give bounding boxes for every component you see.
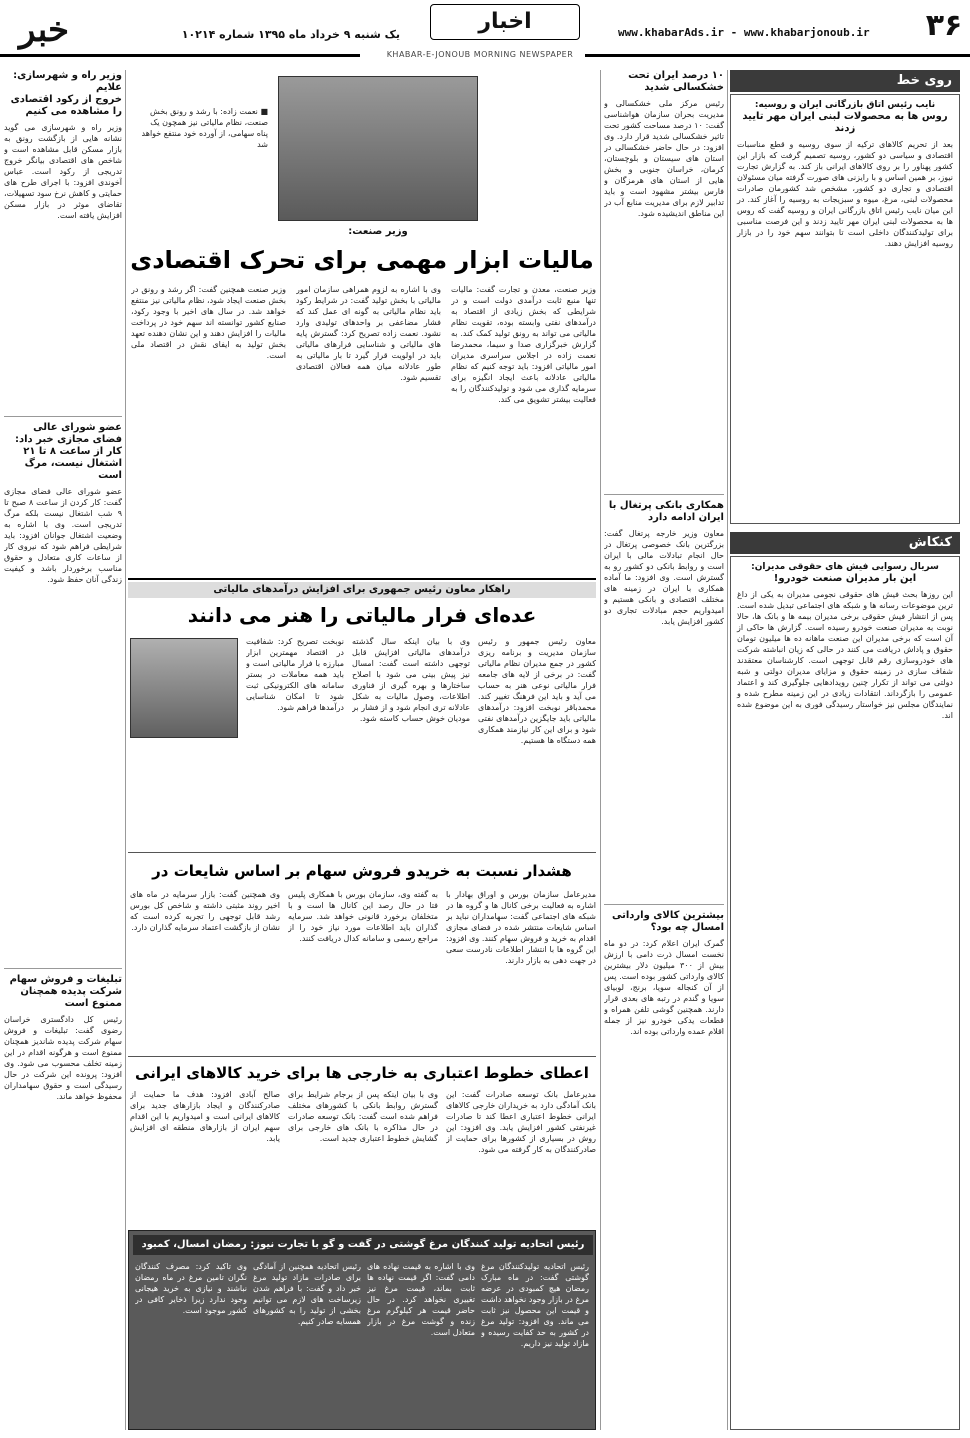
credit-body-col1: مدیرعامل بانک توسعه صادرات گفت: این بانک آمادگی دارد به خریداران خارجی کالاهای ایرانی خطوط اعتباری اعطا کند تا صادرات غیرنفتی کشور افزایش یابد. وی افزود: این روش در بسیاری از کشورها برای حمایت از صادرکنندگان به کار گرفته می شود. [446, 1090, 596, 1154]
rooye-khat-label: روی خط [730, 70, 960, 92]
poultry-body-col3: رئیس اتحادیه همچنین از آمادگی برای صادرات مازاد تولید مرغ خبر داد و گفت: با فراهم شدن زیرساخت های لازم می توانیم بخشی از تولید را به کشورهای همسایه صادر کنیم. [253, 1262, 361, 1326]
issue-date: یک شنبه ۹ خرداد ماه ۱۳۹۵ شماره ۱۰۲۱۴ [181, 28, 400, 41]
divider [604, 904, 724, 905]
tax-photo [130, 638, 238, 738]
article-body: عضو شورای عالی فضای مجازی گفت: کار کردن از ساعت ۸ صبح تا ۹ شب اشتغال نیست بلکه مرگ تدریجی است. وی با اشاره به وضعیت اشتغال جوانان افزود: باید شرایطی فراهم شود که نیروی کار از ساعات کاری متعادل و حقوق مناسب برخوردار باشد و کیفیت زندگی آنان حفظ شود. [4, 487, 122, 584]
left-column [4, 70, 122, 1430]
credit-body-col3: صالح آبادی افزود: هدف ما حمایت از صادرکنندگان و ایجاد بازارهای جدید برای کالاهای ایرانی است و امیدواریم با این اقدام سهم ایران از بازارهای منطقه ای افزایش یابد. [130, 1090, 280, 1143]
column-divider [600, 70, 601, 1430]
section-title: اخبار [430, 4, 580, 40]
tax-body-col2: وی با بیان اینکه سال گذشته درآمدهای مالیاتی افزایش قابل توجهی داشته است گفت: امسال نیز پیش بینی می شود با اصلاح ساختارها و بهره گیری از فناوری اطلاعات، وصول مالیات به شکل عادلانه تری انجام شود و از فشار بر مودیان خوش حساب کاسته شود. [352, 637, 470, 723]
tax-kicker: راهکار معاون رئیس جمهوری برای افزایش درآمدهای مالیاتی [128, 582, 596, 598]
credit-body-col2: وی با بیان اینکه پس از برجام شرایط برای گسترش روابط بانکی با کشورهای مختلف فراهم شده است گفت: بانک توسعه صادرات در حال مذاکره با بانک های خارجی برای گشایش خطوط اعتباری جدید است. [288, 1090, 438, 1143]
second-column [604, 70, 724, 1430]
article-title: ۱۰ درصد ایران تحت خشکسالی شدید [628, 70, 724, 93]
lead-body-col1: وزیر صنعت، معدن و تجارت گفت: مالیات تنها منبع ثابت درآمدی دولت است و در شرایطی که بخش زیادی از اقتصاد به درآمدهای نفتی وابسته بوده، تقویت نظام مالیاتی می تواند به رونق تولید کمک کند. به گزارش خبرگزاری صدا و سیما، محمدرضا نعمت زاده در اجلاس سراسری مدیران امور مالیاتی افزود: باید توجه کنیم که نظام مالیاتی عادلانه باعث ایجاد انگیزه برای سرمایه گذاری می شود و تولیدکنندگان را به فعالیت بیشتر تشویق می کند. [451, 285, 596, 404]
poultry-article [128, 1230, 596, 1430]
column-divider [125, 70, 126, 1430]
lead-photo-caption: ■ نعمت زاده: با رشد و رونق بخش صنعت، نظام مالیاتی نیز همچون یک پناه سهامی، از آورده خود منتفع خواهد شد [141, 107, 268, 149]
article-body: این روزها بحث فیش های حقوقی نجومی مدیران به یکی از داغ ترین موضوعات رسانه ها و شبکه های اجتماعی تبدیل شده است. پس از انتشار فیش حقوقی برخی مدیران بیمه ها و بانک ها، حالا نوبت به مدیران صنعت خودرو رسیده است. گزارش ها حاکی از آن است که برخی مدیران این صنعت ماهانه ده ها میلیون تومان حقوق و پاداش دریافت می کنند در حالی که زیان انباشته شرکت های خودروسازی رقم قابل توجهی است. کارشناسان معتقدند شفاف سازی در زمینه حقوق و مزایای مدیران دولتی و شبه دولتی می تواند از تکرار چنین رویدادهایی جلوگیری کند و اعتماد عمومی را بازگرداند. انتقادات زیادی در این زمینه مطرح شده و نمایندگان مجلس نیز خواستار رسیدگی فوری به این موضوع شده اند. [737, 590, 953, 720]
article-body: رئیس مرکز ملی خشکسالی و مدیریت بحران سازمان هواشناسی گفت: ۱۰ درصد مساحت کشور تحت تاثیر خشکسالی شدید قرار دارد. وی افزود: در حال حاضر خشکسالی در استان های سیستان و بلوچستان، کرمان، خراسان جنوبی و بخش هایی از استان های هرمزگان و فارس بیشتر مشهود است و باید تدابیر لازم برای مدیریت منابع آب در این مناطق اندیشیده شود. [604, 99, 724, 218]
kankash-label: کنکاش [730, 532, 960, 554]
lead-headline: مالیات ابزار مهمی برای تحرک اقتصادی [130, 246, 594, 274]
article-russia-dairy [730, 94, 960, 524]
tax-headline: عده‌ای فرار مالیاتی را هنر می دانند [187, 603, 537, 627]
article-body: بعد از تحریم کالاهای ترکیه از سوی روسیه و قطع مناسبات اقتصادی و سیاسی دو کشور، روسیه تصمیم گرفت که بازار این کشور پهناور را بر روی کالاهای ایرانی باز کند. به گزارش تجارت نیوز، بر همین اساس و با رایزنی های صورت گرفته میان مسئولان اقتصادی و تجاری دو کشور، مشخص شد کشورمان صادرات محصولات لبنی، مرغ، میوه و سبزیجات به روسیه را آغاز کند. در این میان نایب رئیس اتاق بازرگانی ایران و روسیه گفت که روس ها به محصولات لبنی ایران مهر تایید زدند و این فرصت مناسبی برای تولیدکنندگان داخلی است تا بتوانند سهم خود را در بازار روسیه افزایش دهند. [737, 140, 953, 248]
strip-line-left [0, 54, 360, 57]
stock-body-col1: مدیرعامل سازمان بورس و اوراق بهادار با اشاره به فعالیت برخی کانال ها و گروه ها در شبکه های اجتماعی گفت: سهامداران نباید بر اساس شایعات منتشر شده در فضای مجازی اقدام به خرید و فروش سهام کنند. وی افزود: این گروه ها با انتشار اطلاعات نادرست سعی در جهت دهی به بازار دارند. [446, 890, 596, 965]
article-title: بیشترین کالای وارداتی امسال چه بود؟ [611, 910, 724, 933]
article-housing [4, 70, 122, 410]
article-body: معاون وزیر خارجه پرتغال گفت: بزرگترین بانک خصوصی پرتغال در حال انجام تبادلات مالی با ایران است و روابط بانکی دو کشور رو به گسترش است. وی افزود: ما آماده همکاری با ایران در زمینه های مختلف اقتصادی و بانکی هستیم و امیدواریم حجم مبادلات تجاری دو کشور افزایش یابد. [604, 529, 724, 626]
lead-body-col3: وزیر صنعت همچنین گفت: اگر رشد و رونق در بخش صنعت ایجاد شود، نظام مالیاتی نیز منتفع خواهد شد. در سال های اخیر با وجود رکود، صنایع کشور توانسته اند سهم خود در پرداخت مالیات را افزایش دهند و این نشان دهنده تعهد بخش تولید به ایفای نقش در اقتصاد ملی است. [131, 285, 286, 360]
article-kicker: سریال رسوایی فیش های حقوقی مدیران: [751, 562, 939, 572]
right-column [730, 70, 960, 1430]
stock-body-col2: به گفته وی، سازمان بورس با همکاری پلیس فتا در حال رصد این کانال ها است و با متخلفان برخورد قانونی خواهد شد. سرمایه گذاران باید اطلاعات مورد نیاز خود را از مراجع رسمی و سامانه کدال دریافت کنند. [288, 890, 438, 943]
lead-photo [278, 76, 478, 221]
strip-line-right [585, 54, 970, 57]
lead-body-col2: وی با اشاره به لزوم همراهی سازمان امور مالیاتی با بخش تولید گفت: در شرایط رکود باید نظام مالیاتی به گونه ای عمل کند که فشار مضاعفی بر واحدهای تولیدی وارد نشود. نعمت زاده تصریح کرد: گسترش پایه های مالیاتی و شناسایی فرارهای مالیاتی باید در اولویت قرار گیرد تا بار مالیاتی به طور عادلانه میان همه فعالان اقتصادی تقسیم شود. [296, 285, 441, 382]
masthead-logo: خبر [18, 10, 70, 50]
poultry-body-col2: وی با اشاره به قیمت نهاده های دامی گفت: اگر قیمت نهاده ها ثابت بماند، قیمت مرغ نیز تغییری نخواهد کرد. در حال حاضر قیمت هر کیلوگرم مرغ زنده و گوشت مرغ در بازار متعادل است. [367, 1262, 475, 1337]
article-title: همکاری بانکی پرتغال با ایران ادامه دارد [608, 500, 724, 523]
article-kicker: نایب رئیس اتاق بازرگانی ایران و روسیه: [754, 100, 936, 110]
divider [604, 494, 724, 495]
article-title: خروج از رکود اقتصادی را مشاهده می کنیم [10, 94, 122, 117]
tax-article [128, 578, 596, 848]
masthead [0, 0, 970, 62]
tax-body-col3: نوبخت تصریح کرد: شفافیت در اقتصاد مهمترین ابزار مبارزه با فرار مالیاتی است و باید همه معاملات در بستر سامانه های الکترونیکی ثبت شود تا امکان شناسایی درآمدها فراهم شود. [246, 637, 344, 712]
article-drought [604, 70, 724, 490]
article-body: رئیس کل دادگستری خراسان رضوی گفت: تبلیغات و فروش سهام شرکت پدیده شاندیز همچنان ممنوع است و هرگونه اقدام در این زمینه تخلف محسوب می شود. وی افزود: پرونده این شرکت در حال رسیدگی است و حقوق سهامداران محفوظ خواهد ماند. [4, 1015, 122, 1101]
stock-body-col3: وی همچنین گفت: بازار سرمایه در ماه های اخیر روند مثبتی داشته و شاخص کل بورس رشد قابل توجهی را تجربه کرده است که نشان از بازگشت اعتماد سرمایه گذاران دارد. [130, 890, 280, 932]
article-body: وزیر راه و شهرسازی می گوید نشانه هایی از بازگشت رونق به بازار مسکن قابل مشاهده است و شاخص های اقتصادی بیانگر خروج تدریجی از رکود است. عباس آخوندی افزود: با اجرای طرح های حمایتی و کاهش نرخ سود تسهیلات، تقاضای موثر در بازار مسکن افزایش یافته است. [4, 123, 122, 220]
article-title: روس ها به محصولات لبنی ایران مهر تایید زدند [742, 111, 948, 134]
divider [4, 416, 122, 417]
poultry-body-col4: وی تاکید کرد: مصرف کنندگان نگران تامین مرغ در ماه رمضان نباشند و نیازی به خرید هیجانی وجود ندارد زیرا ذخایر کافی در کشور موجود است. [135, 1262, 247, 1315]
article-title: این بار مدیران صنعت خودرو! [773, 573, 917, 584]
article-title: تبلیغات و فروش سهام شرکت پدیده همچنان ممنوع است [9, 974, 122, 1009]
tax-body-col1: معاون رئیس جمهور و رئیس سازمان مدیریت و برنامه ریزی کشور در جمع مدیران نظام مالیاتی گفت: در برخی از لایه های جامعه فرار مالیاتی نوعی هنر به حساب می آید و باید این فرهنگ تغییر کند. محمدباقر نوبخت افزود: درآمدهای مالیاتی باید جایگزین درآمدهای نفتی شود و برای این کار نیازمند همکاری همه دستگاه ها هستیم. [478, 637, 596, 745]
page-number: ۳۶ [925, 8, 963, 43]
column-divider [727, 70, 728, 1430]
credit-article [128, 1056, 596, 1226]
stock-headline: هشدار نسبت به خریدو فروش سهام بر اساس شایعات در [152, 862, 572, 880]
article-imports [604, 910, 724, 1430]
stock-article [128, 852, 596, 1052]
article-cyberspace [4, 422, 122, 962]
poultry-body-col1: رئیس اتحادیه تولیدکنندگان مرغ گوشتی گفت: در ماه مبارک رمضان هیچ کمبودی در عرضه مرغ در بازار وجود نخواهد داشت و قیمت این محصول نیز ثابت می ماند. وی افزود: تولید مرغ در کشور به حد کفایت رسیده و مازاد تولید نیز داریم. [481, 1262, 589, 1348]
strip-text: KHABAR-E-JONOUB MORNING NEWSPAPER [386, 50, 574, 59]
credit-headline: اعطای خطوط اعتباری به خارجی ها برای خرید کالاهای ایرانی [135, 1064, 589, 1082]
article-car-managers [730, 556, 960, 1430]
poultry-headline: رئیس اتحادیه تولید کنندگان مرغ گوشتی در گفت و گو با تجارت نیوز: رمضان امسال، کمبود [133, 1235, 593, 1255]
article-padideh [4, 974, 122, 1430]
divider [4, 968, 122, 969]
article-title: عضو شورای عالی فضای مجازی خبر داد: کار از ساعت ۸ تا ۲۱ اشتغال نیست، مرگ است [14, 422, 122, 481]
article-body: گمرک ایران اعلام کرد: در دو ماه نخست امسال ذرت دامی با ارزش بیش از ۳۰۰ میلیون دلار بیشترین کالای وارداتی کشور بوده است. پس از آن کنجاله سویا، برنج، لوبیای سویا و گندم در رتبه های بعدی قرار دارند. همچنین گوشی تلفن همراه و قطعات یدکی خودرو نیز از جمله اقلام عمده وارداتی بوده اند. [604, 939, 724, 1036]
article-portugal [604, 500, 724, 900]
lead-kicker: وزیر صنعت: [348, 226, 408, 237]
article-kicker: وزیر راه و شهرسازی: علایم [13, 70, 122, 93]
lead-story [128, 70, 596, 575]
site-urls: www.khabarAds.ir - www.khabarjonoub.ir [618, 26, 870, 39]
masthead-strip [0, 48, 970, 62]
